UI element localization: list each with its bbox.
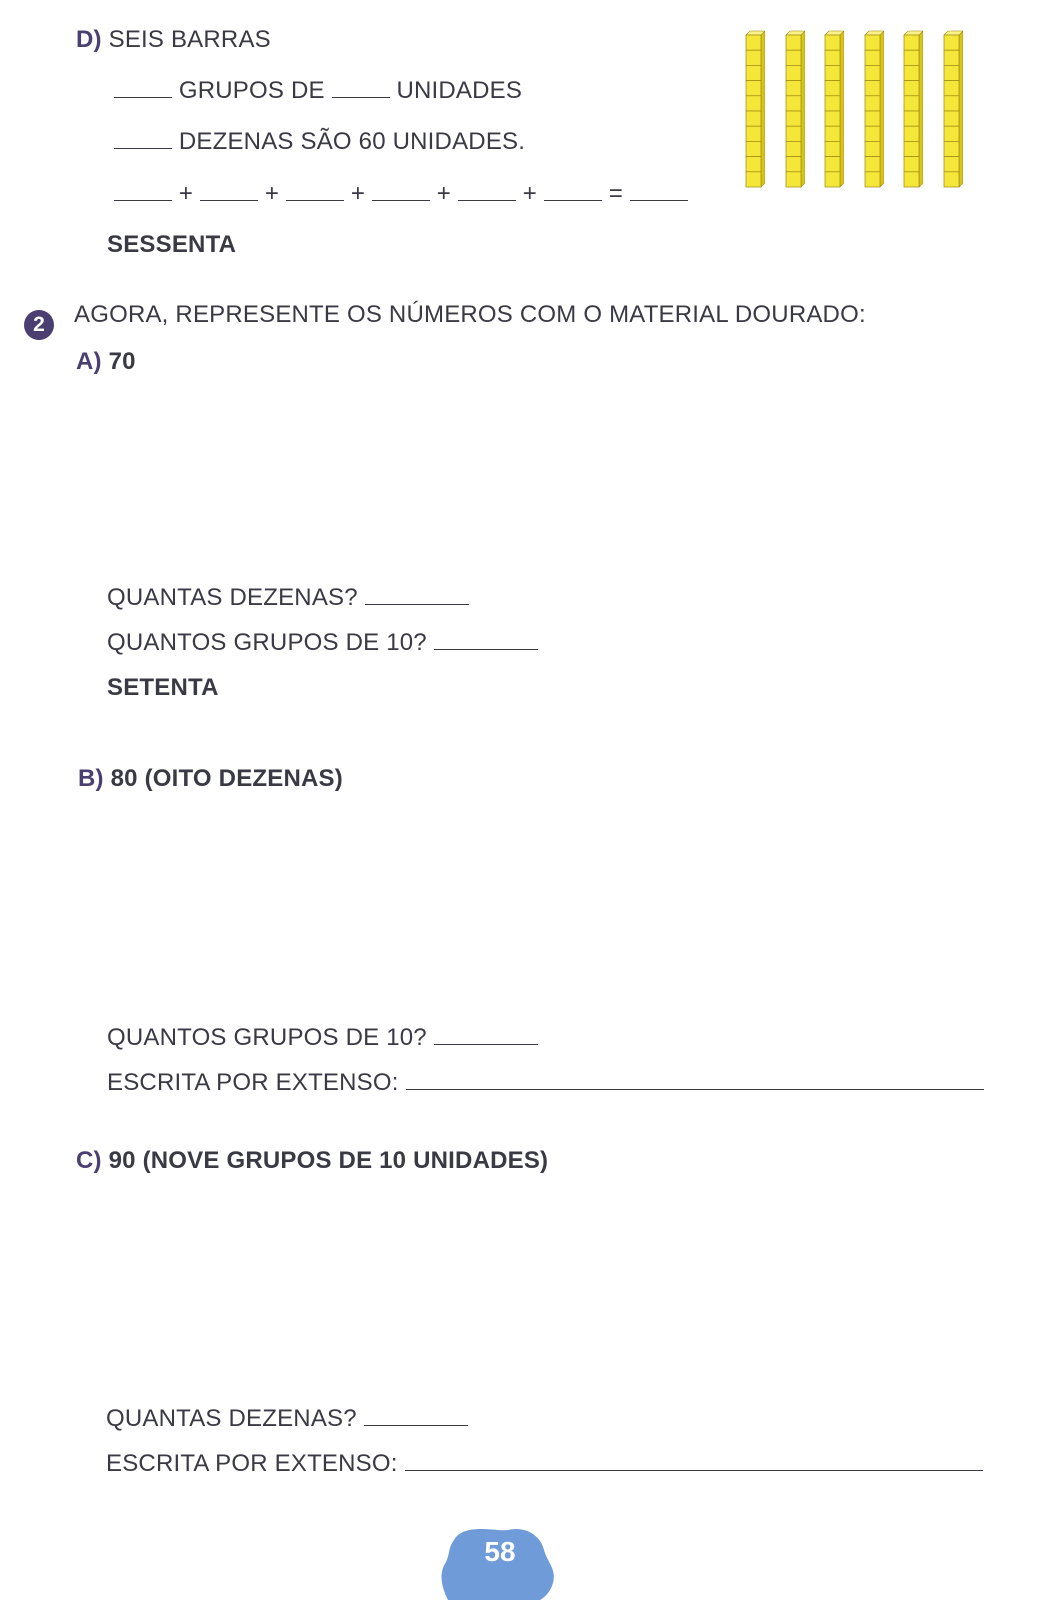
unit-cube xyxy=(865,157,880,172)
unit-cube xyxy=(825,126,840,141)
item-d-line2 xyxy=(114,128,525,156)
unit-cube xyxy=(825,96,840,111)
plus-sign: + xyxy=(178,180,194,207)
item-d-line1-middle: GRUPOS DE xyxy=(178,77,325,104)
unit-cube xyxy=(746,172,761,187)
item-c-letter: C) xyxy=(76,1147,102,1174)
unit-cube xyxy=(786,157,801,172)
unit-cube xyxy=(904,126,919,141)
unit-cube xyxy=(904,172,919,187)
item-b-heading xyxy=(78,765,343,793)
ten-rod xyxy=(864,30,884,188)
unit-cube xyxy=(944,96,959,111)
unit-cube xyxy=(944,172,959,187)
plus-sign: + xyxy=(522,180,537,207)
item-d-line1 xyxy=(114,77,522,105)
answer-blank[interactable] xyxy=(458,199,516,201)
answer-blank[interactable] xyxy=(365,603,469,605)
unit-cube xyxy=(825,50,840,65)
plus-sign: + xyxy=(350,180,366,207)
unit-cube xyxy=(904,157,919,172)
item-d-letter: D) xyxy=(76,26,102,53)
unit-cube xyxy=(746,35,761,50)
unit-cube xyxy=(944,126,959,141)
item-d-line1-end: UNIDADES xyxy=(396,77,523,104)
unit-cube xyxy=(944,111,959,126)
item-d-line2-text: DEZENAS SÃO 60 UNIDADES. xyxy=(178,128,526,155)
unit-cube xyxy=(825,35,840,50)
answer-blank[interactable] xyxy=(114,199,172,201)
item-b-letter: B) xyxy=(78,765,104,792)
answer-line[interactable] xyxy=(406,1088,984,1090)
unit-cube xyxy=(786,96,801,111)
unit-cube xyxy=(904,96,919,111)
item-d-sum-line xyxy=(114,180,688,208)
unit-cube xyxy=(746,96,761,111)
unit-cube xyxy=(825,65,840,80)
unit-cube xyxy=(904,50,919,65)
unit-cube xyxy=(865,96,880,111)
unit-cube xyxy=(786,126,801,141)
answer-blank[interactable] xyxy=(544,199,602,201)
ten-rod xyxy=(943,30,963,188)
answer-blank[interactable] xyxy=(114,96,172,98)
unit-cube xyxy=(746,126,761,141)
unit-cube xyxy=(865,35,880,50)
exercise-number-badge: 2 xyxy=(24,310,54,340)
equals-sign: = xyxy=(608,180,623,207)
answer-blank[interactable] xyxy=(364,1424,468,1426)
ten-rod xyxy=(824,30,844,188)
item-a-q1-label: QUANTAS DEZENAS? xyxy=(107,584,358,611)
item-d-word: SESSENTA xyxy=(107,231,237,258)
unit-cube xyxy=(746,50,761,65)
unit-cube xyxy=(746,141,761,156)
answer-blank[interactable] xyxy=(114,147,172,149)
item-b-q1-label: QUANTOS GRUPOS DE 10? xyxy=(107,1024,427,1051)
item-a-question-2 xyxy=(107,629,538,657)
page-number: 58 xyxy=(484,1536,516,1567)
answer-blank[interactable] xyxy=(332,96,390,98)
plus-sign: + xyxy=(264,180,280,207)
unit-cube xyxy=(904,65,919,80)
answer-line[interactable] xyxy=(405,1469,983,1471)
item-c-q1-label: QUANTAS DEZENAS? xyxy=(106,1405,357,1432)
unit-cube xyxy=(865,111,880,126)
answer-blank[interactable] xyxy=(434,1043,538,1045)
unit-cube xyxy=(944,50,959,65)
item-b-q2-label: ESCRITA POR EXTENSO: xyxy=(107,1069,399,1096)
unit-cube xyxy=(786,172,801,187)
ten-rod xyxy=(903,30,923,188)
item-c-title: 90 (NOVE GRUPOS DE 10 UNIDADES) xyxy=(108,1147,549,1174)
unit-cube xyxy=(865,141,880,156)
plus-sign: + xyxy=(436,180,451,207)
answer-blank[interactable] xyxy=(372,199,430,201)
unit-cube xyxy=(825,141,840,156)
unit-cube xyxy=(786,81,801,96)
unit-cube xyxy=(865,172,880,187)
item-a-heading xyxy=(76,348,136,376)
unit-cube xyxy=(944,81,959,96)
item-c-question-1 xyxy=(106,1405,468,1433)
unit-cube xyxy=(865,65,880,80)
unit-cube xyxy=(944,65,959,80)
answer-blank[interactable] xyxy=(200,199,258,201)
unit-cube xyxy=(944,141,959,156)
item-a-question-1 xyxy=(107,584,469,612)
unit-cube xyxy=(865,50,880,65)
answer-blank[interactable] xyxy=(434,648,538,650)
item-b-question-1 xyxy=(107,1024,538,1052)
ten-rod xyxy=(745,30,765,188)
item-a-q2-label: QUANTOS GRUPOS DE 10? xyxy=(107,629,427,656)
item-d-heading xyxy=(76,26,271,54)
unit-cube xyxy=(825,81,840,96)
unit-cube xyxy=(865,81,880,96)
unit-cube xyxy=(786,35,801,50)
unit-cube xyxy=(825,157,840,172)
unit-cube xyxy=(825,111,840,126)
unit-cube xyxy=(746,65,761,80)
unit-cube xyxy=(746,111,761,126)
unit-cube xyxy=(786,50,801,65)
answer-blank[interactable] xyxy=(286,199,344,201)
exercise-2-instruction: AGORA, REPRESENTE OS NÚMEROS COM O MATERIAL DOURADO: xyxy=(74,301,866,328)
item-b-question-2 xyxy=(107,1069,984,1097)
unit-cube xyxy=(825,172,840,187)
unit-cube xyxy=(944,35,959,50)
unit-cube xyxy=(904,81,919,96)
item-c-question-2 xyxy=(106,1450,983,1478)
item-c-q2-label: ESCRITA POR EXTENSO: xyxy=(106,1450,398,1477)
unit-cube xyxy=(786,111,801,126)
unit-cube xyxy=(904,141,919,156)
item-a-letter: A) xyxy=(76,348,102,375)
ten-rod xyxy=(785,30,805,188)
item-c-heading xyxy=(76,1147,548,1175)
unit-cube xyxy=(904,111,919,126)
answer-blank[interactable] xyxy=(630,199,688,201)
unit-cube xyxy=(904,35,919,50)
item-a-word: SETENTA xyxy=(107,674,219,701)
unit-cube xyxy=(786,141,801,156)
unit-cube xyxy=(944,157,959,172)
unit-cube xyxy=(865,126,880,141)
item-d-title: SEIS BARRAS xyxy=(108,26,271,53)
unit-cube xyxy=(746,81,761,96)
unit-cube xyxy=(746,157,761,172)
item-b-title: 80 (OITO DEZENAS) xyxy=(110,765,343,792)
item-a-value: 70 xyxy=(108,348,136,375)
unit-cube xyxy=(786,65,801,80)
